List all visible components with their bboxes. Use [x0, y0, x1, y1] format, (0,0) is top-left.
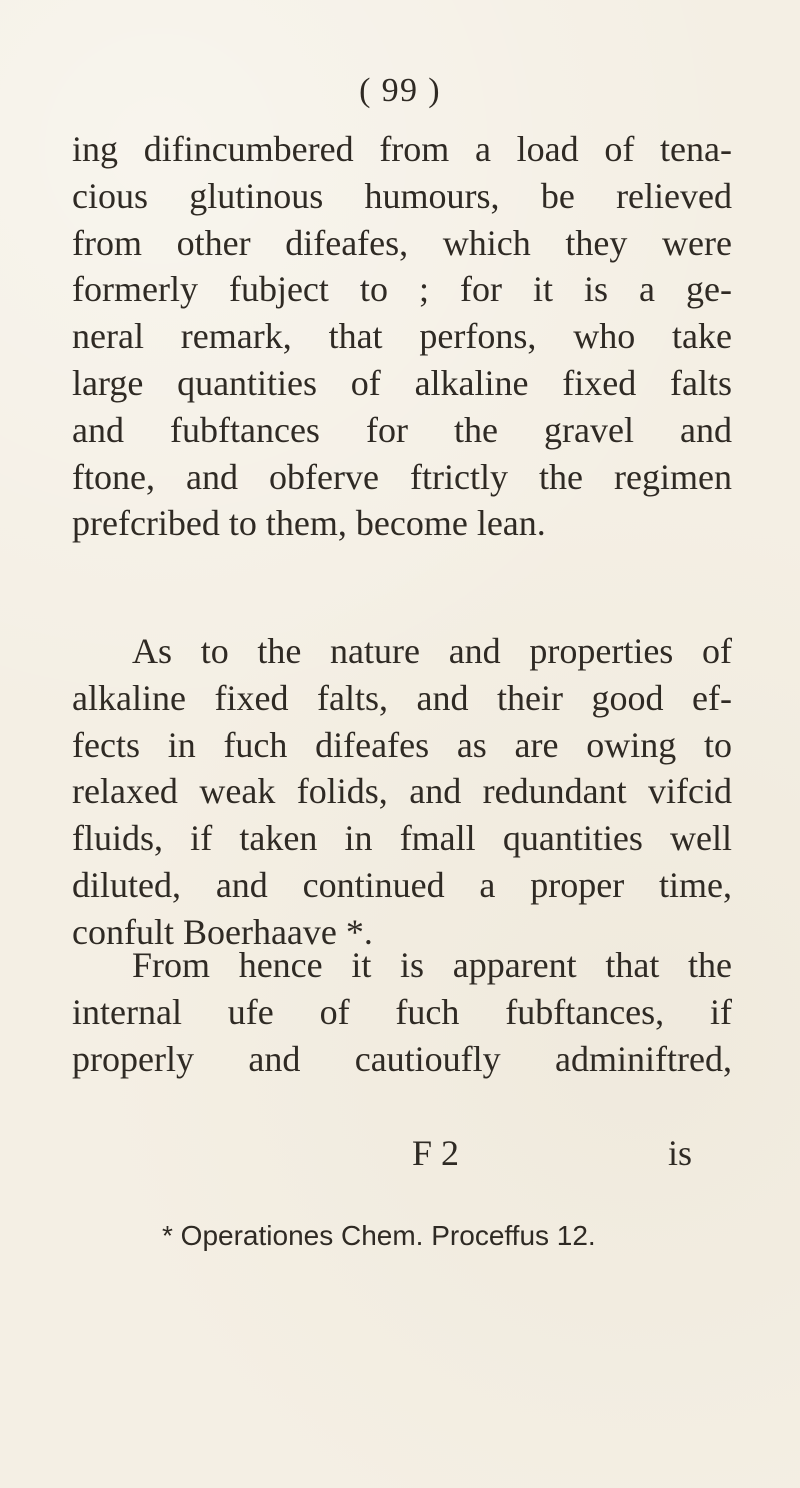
text-line: ftone, and obferve ftrictly the regimen: [72, 456, 732, 497]
page-number: ( 99 ): [359, 72, 441, 109]
text-line: As to the nature and properties of: [132, 631, 732, 671]
text-line: fluids, if taken in fmall quantities well: [72, 818, 732, 859]
text-line: diluted, and continued a proper time,: [72, 864, 732, 905]
text-line: formerly fubject to ; for it is a ge-: [72, 269, 732, 310]
text-line: large quantities of alkaline fixed falts: [72, 362, 732, 403]
text-line: alkaline fixed falts, and their good ef-: [72, 677, 732, 718]
text-line: cious glutinous humours, be relieved: [72, 175, 732, 216]
catchword: is: [668, 1133, 693, 1173]
text-line: fects in fuch difeafes as are owing to: [72, 724, 732, 765]
paragraph-3: [72, 942, 732, 1082]
text-line: internal ufe of fuch fubftances, if: [72, 991, 732, 1032]
text-line: properly and cautioufly adminiftred,: [72, 1038, 732, 1079]
text-line: confult Boerhaave *.: [72, 911, 373, 952]
paragraph-1: [72, 126, 732, 547]
paragraph-2: [72, 628, 732, 956]
footnote: * Operationes Chem. Proceffus 12.: [162, 1220, 596, 1251]
text-line: and fubftances for the gravel and: [72, 409, 732, 450]
text-line: from other difeafes, which they were: [72, 222, 732, 263]
text-line: neral remark, that perfons, who take: [72, 316, 732, 357]
text-line: From hence it is apparent that the: [132, 945, 732, 985]
signature-mark: F 2: [412, 1133, 460, 1173]
text-line: prefcribed to them, become lean.: [72, 503, 546, 544]
text-line: relaxed weak folids, and redundant vifcid: [72, 771, 732, 812]
text-line: ing difincumbered from a load of tena-: [72, 129, 732, 169]
